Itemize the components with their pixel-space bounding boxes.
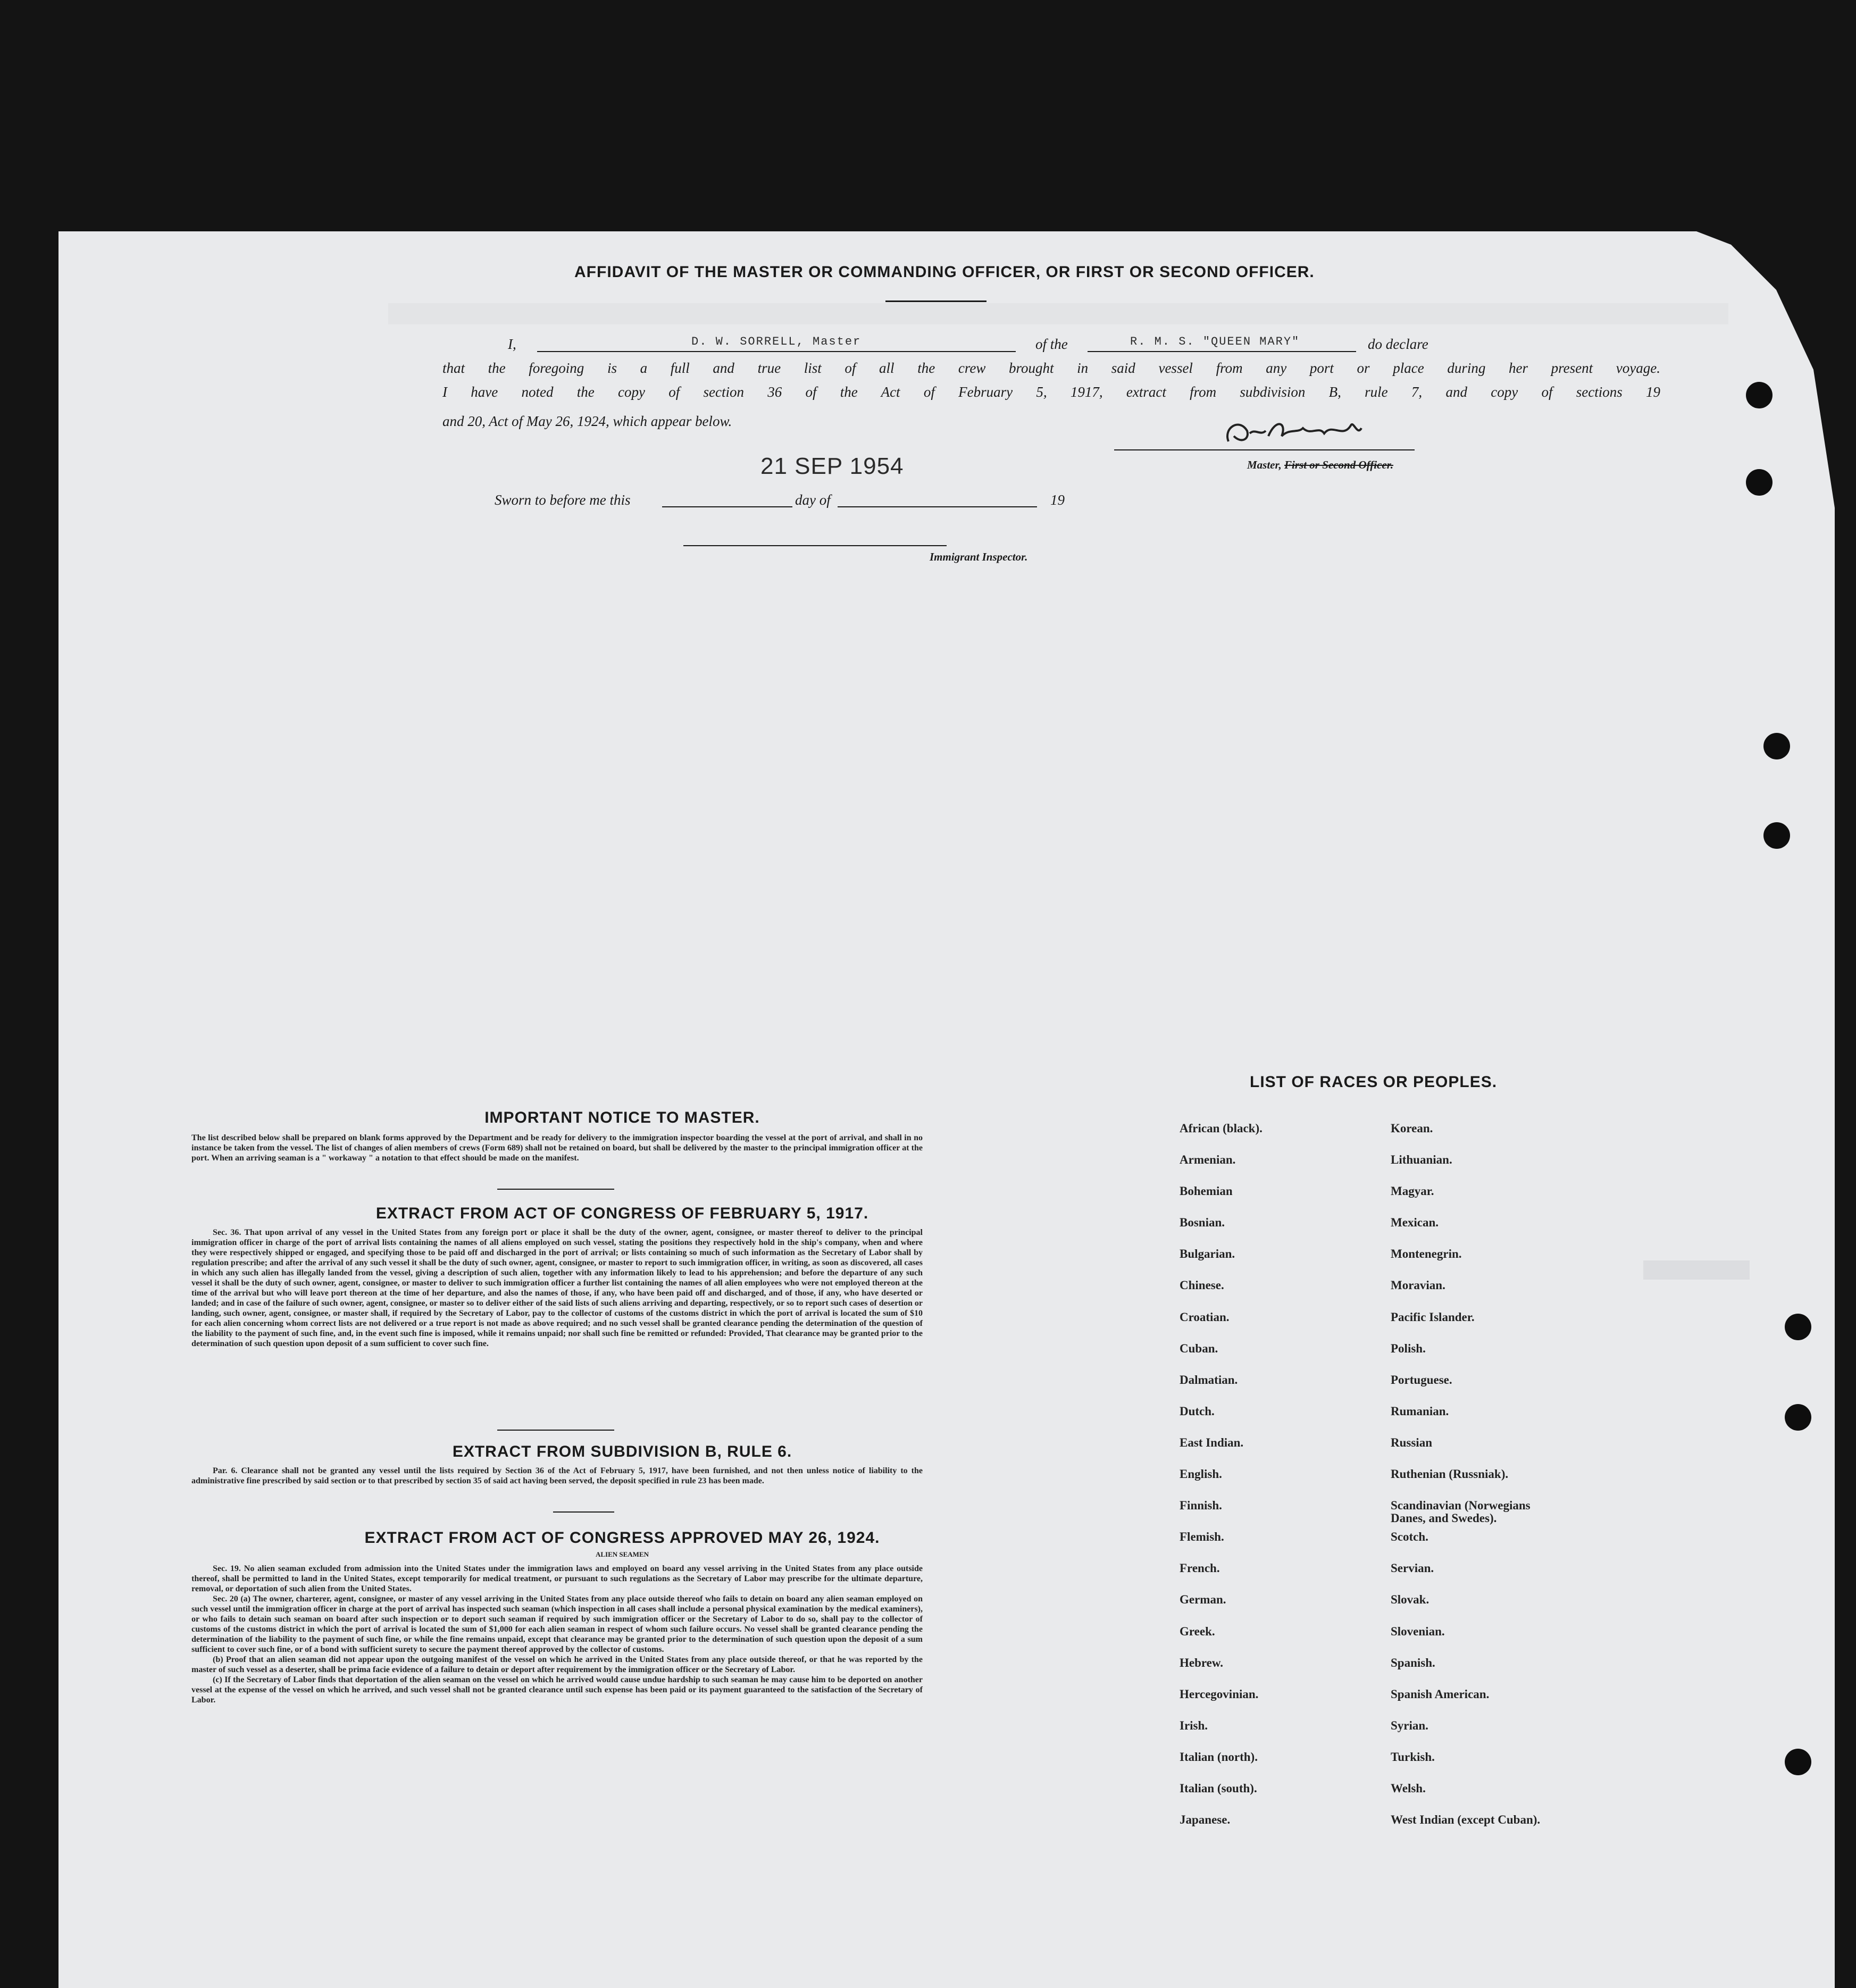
race-item: Hercegovinian. — [1180, 1687, 1259, 1701]
extract-rule6-text: Par. 6. Clearance shall not be granted any vessel until the lists required by Section 36 of the Act of February 5, 1917, have been furnished, and not then unless notice of liability to the administrative fine prescribed by said section or to that prescribed by section 35 of said act having been served, the deposit specified in rule 23 has been made. — [191, 1466, 923, 1485]
signature-title — [1247, 458, 1393, 472]
divider — [885, 300, 986, 302]
race-item: Dutch. — [1180, 1404, 1215, 1418]
race-item: Slovak. — [1391, 1593, 1429, 1607]
day-of-label: day of — [795, 492, 831, 508]
race-item: Irish. — [1180, 1718, 1208, 1732]
races-right-column — [1391, 1122, 1614, 1845]
vessel-name-line — [1088, 351, 1356, 352]
race-item: Chinese. — [1180, 1279, 1224, 1292]
binder-hole — [1785, 1314, 1811, 1340]
race-item: Pacific Islander. — [1391, 1310, 1475, 1324]
race-item: Syrian. — [1391, 1718, 1428, 1732]
notice-text: The list described below shall be prepared on blank forms approved by the Department and be ready for delivery to the immigration inspector boarding the vessel at the port of arrival, and shall in no instance be taken from the vessel. The list of changes of alien members of crews (Form 689) shall not be retained on board, but shall be delivered by the master to the principal immigration officer at the port. When an arriving seaman is a " workaway " a notation to that effect should be made on the manifest. — [191, 1133, 923, 1163]
race-item: Polish. — [1391, 1341, 1426, 1355]
race-item: Bosnian. — [1180, 1216, 1225, 1230]
binder-hole — [1746, 469, 1773, 496]
race-item: Croatian. — [1180, 1310, 1230, 1324]
race-item: East Indian. — [1180, 1435, 1244, 1449]
extract-rule6-title: EXTRACT FROM SUBDIVISION B, RULE 6. — [452, 1443, 792, 1460]
race-item: Montenegrin. — [1391, 1247, 1462, 1261]
race-item: Flemish. — [1180, 1530, 1224, 1544]
race-item: Portuguese. — [1391, 1373, 1452, 1386]
extract-1917-title: EXTRACT FROM ACT OF CONGRESS OF FEBRUARY 5, 1917. — [375, 1205, 869, 1222]
race-item: Moravian. — [1391, 1279, 1445, 1292]
race-item: Russian — [1391, 1435, 1432, 1449]
race-item: Magyar. — [1391, 1184, 1434, 1198]
races-left-column — [1180, 1122, 1382, 1845]
race-item: Hebrew. — [1180, 1656, 1223, 1669]
race-item: Finnish. — [1180, 1499, 1222, 1513]
extract-1924-title: EXTRACT FROM ACT OF CONGRESS APPROVED MAY 26, 1924. — [364, 1529, 880, 1547]
race-item: Greek. — [1180, 1624, 1215, 1638]
race-item: Armenian. — [1180, 1153, 1236, 1167]
sec20a-text: Sec. 20 (a) The owner, charterer, agent, consignee, or master of any vessel arriving in the United States from any place outside thereof who fails to detain on board any alien seaman employed on such vessel until the immigration officer in charge at the port of arrival has inspected such seaman (which inspection in all cases shall include a personal physical examination by the medical examiners), or who fails to detain such seaman on board after such inspection or to deport such seaman if required by such immigration officer or the Secretary of Labor to do so, shall pay to the collector of customs of the customs district in which the port of arrival is located the sum of $1,000 for each alien seaman in respect of whom such failure occurs. No vessel shall be granted clearance pending the determination of the liability to the payment of such fine, or while the fine remains unpaid, except that clearance may be granted prior to the determination of such question upon the deposit of a sum sufficient to cover such fine, or of a bond with sufficient surety to secure the payment thereof approved by the collector of customs. — [191, 1594, 923, 1654]
race-item: African (black). — [1180, 1122, 1263, 1135]
race-item: Cuban. — [1180, 1341, 1218, 1355]
sworn-label: Sworn to before me this — [495, 492, 631, 508]
extract-1917-text: Sec. 36. That upon arrival of any vessel in the United States from any foreign port or place it shall be the duty of the owner, agent, consignee, or master thereof to deliver to the principal immigration officer in charge of the port of arrival lists containing the names of all aliens employed on such vessel, stating the positions they respectively hold in the ship's company, when and where they were respectively shipped or engaged, and specifying those to be paid off and discharged in the port of arrival; or lists containing so much of such information as the Secretary of Labor shall by regulation prescribe; and after the arrival of any such vessel it shall be the duty of such owner, agent, consignee, or master to report to such immigration officer, in writing, as soon as discovered, all cases in which any such alien has illegally landed from the vessel, giving a description of such alien, together with any information likely to lead to his apprehension; and before the departure of any such vessel it shall be the duty of such owner, agent, consignee, or master to deliver to such immigration officer a further list containing the names of all alien employees who were not employed thereon at the time of the arrival but who will leave port thereon at the time of her departure, and also the names of those, if any, who have been paid off and discharged, and of those, if any, who have deserted or landed; and in case of the failure of such owner, agent, consignee, or master so to deliver either of the said lists of such aliens arriving and departing, respectively, or so to report such cases of desertion or landing, such owner, agent, consignee, or master shall, if required by the Secretary of Labor, pay to the collector of customs of the customs district in which the port of arrival is located the sum of $10 for each alien concerning whom correct lists are not delivered or a true report is not made as above required; and no such vessel shall be granted clearance pending the determination of the question of the liability to the payment of such fine, and, in the event such fine is imposed, while it remains unpaid; nor shall such fine be remitted or refunded: Provided, That clearance may be granted prior to the determination of such question upon deposit of a sum sufficient to cover such fine. — [191, 1228, 923, 1348]
affidavit-line-4: and 20, Act of May 26, 1924, which appear below. — [442, 413, 732, 429]
divider — [553, 1511, 614, 1513]
race-item: Turkish. — [1391, 1750, 1435, 1764]
races-title: LIST OF RACES OR PEOPLES. — [1250, 1073, 1498, 1091]
master-name-line — [537, 351, 1016, 352]
i-label: I, — [508, 336, 516, 352]
title-master: Master, — [1247, 458, 1282, 471]
affidavit-line-3: I have noted the copy of section 36 of the Act of February 5, 1917, extract from subdivision B, rule 7, and copy of sections 19 — [442, 384, 1660, 400]
sworn-day-line — [662, 506, 792, 507]
binder-hole — [1763, 822, 1790, 849]
master-name: D. W. SORRELL, Master — [691, 335, 862, 348]
divider — [497, 1189, 614, 1190]
race-item: Scandinavian (Norwegians Danes, and Swedes). — [1391, 1499, 1531, 1525]
race-item: Bulgarian. — [1180, 1247, 1235, 1261]
sec20c-text: (c) If the Secretary of Labor finds that deportation of the alien seaman on the vessel on which he arrived would cause undue hardship to such seaman he may cause him to be deported on another vessel at the expense of the vessel on which he arrived, and such vessel shall not be granted clearance until such expense has been paid or its payment guaranteed to the satisfaction of the Secretary of Labor. — [191, 1675, 923, 1705]
affidavit-line-2: that the foregoing is a full and true list of all the crew brought in said vessel from any port or place during her present voyage. — [442, 360, 1660, 376]
race-item: Welsh. — [1391, 1781, 1426, 1795]
alien-seamen-subtitle: ALIEN SEAMEN — [595, 1550, 649, 1558]
race-item: West Indian (except Cuban). — [1391, 1813, 1541, 1827]
race-item: Scotch. — [1391, 1530, 1428, 1544]
affidavit-title: AFFIDAVIT OF THE MASTER OR COMMANDING OFFICER, OR FIRST OR SECOND OFFICER. — [574, 263, 1315, 281]
race-item: Italian (north). — [1180, 1750, 1258, 1764]
year-label: 19 — [1050, 492, 1065, 508]
binder-hole — [1785, 1404, 1811, 1431]
race-item: English. — [1180, 1467, 1222, 1481]
extract-1924-body — [191, 1564, 923, 1705]
binder-hole — [1785, 1749, 1811, 1775]
signature-line — [1114, 449, 1415, 450]
binder-hole — [1746, 382, 1773, 408]
race-item: French. — [1180, 1561, 1220, 1575]
race-item: Lithuanian. — [1391, 1153, 1452, 1167]
binder-hole — [1763, 733, 1790, 759]
race-item: Korean. — [1391, 1122, 1433, 1135]
bleed-through-mark — [1643, 1260, 1750, 1280]
race-item: Ruthenian (Russniak). — [1391, 1467, 1509, 1481]
title-struck: First or Second Officer. — [1284, 458, 1393, 471]
divider — [497, 1430, 614, 1431]
master-signature — [1218, 412, 1393, 449]
race-item: Mexican. — [1391, 1216, 1439, 1230]
race-item: Japanese. — [1180, 1813, 1231, 1827]
race-item: Dalmatian. — [1180, 1373, 1238, 1386]
race-item: German. — [1180, 1593, 1226, 1607]
of-the-label: of the — [1035, 336, 1068, 352]
race-item: Bohemian — [1180, 1184, 1233, 1198]
race-item: Italian (south). — [1180, 1781, 1257, 1795]
date-stamp: 21 SEP 1954 — [760, 453, 904, 479]
race-item: Slovenian. — [1391, 1624, 1445, 1638]
vessel-name: R. M. S. "QUEEN MARY" — [1130, 335, 1300, 348]
race-item: Servian. — [1391, 1561, 1434, 1575]
inspector-signature-line — [683, 545, 947, 546]
race-item: Rumanian. — [1391, 1404, 1449, 1418]
inspector-label: Immigrant Inspector. — [930, 550, 1028, 563]
notice-title: IMPORTANT NOTICE TO MASTER. — [484, 1109, 760, 1126]
race-item: Spanish American. — [1391, 1687, 1490, 1701]
sec20b-text: (b) Proof that an alien seaman did not appear upon the outgoing manifest of the vessel on which he arrived in the United States from any place outside thereof, or that he was reported by the master of such vessel as a deserter, shall be prima facie evidence of a failure to detain or deport after requirement by the immigration officer or the Secretary of Labor. — [191, 1655, 923, 1674]
do-declare-label: do declare — [1368, 336, 1428, 352]
race-item: Spanish. — [1391, 1656, 1435, 1669]
bleed-through-mark — [388, 303, 1728, 324]
sec19-text: Sec. 19. No alien seaman excluded from admission into the United States under the immigration laws and employed on board any vessel arriving in the United States from any place outside thereof, shall be permitted to land in the United States, except temporarily for medical treatment, or pursuant to such regulations as the Secretary of Labor may prescribe for the ultimate departure, removal, or deportation of such alien from the United States. — [191, 1564, 923, 1593]
sworn-month-line — [838, 506, 1037, 507]
